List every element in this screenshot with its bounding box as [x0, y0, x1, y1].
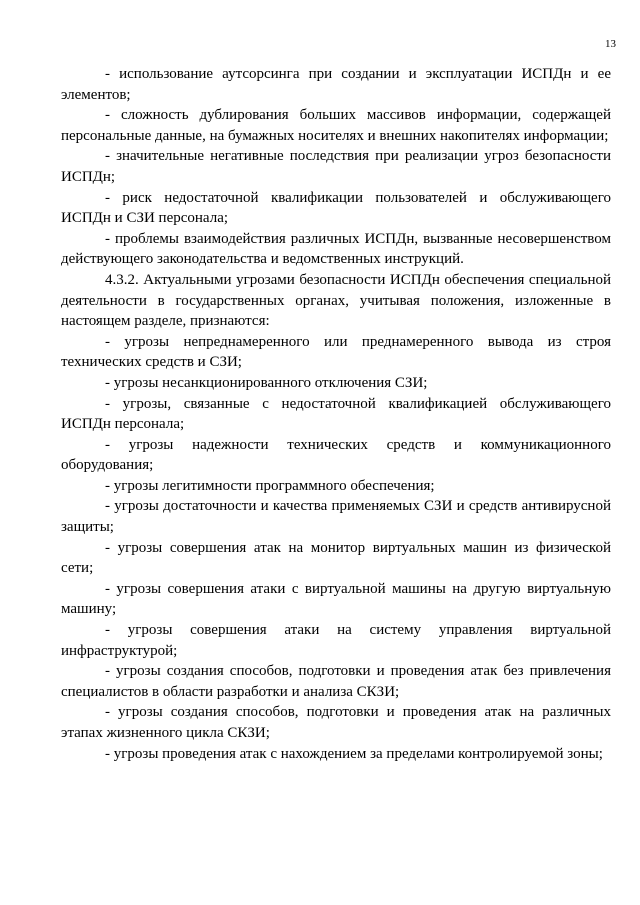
list-item: - угрозы совершения атак на монитор виртуальных машин из физической сети; — [61, 539, 611, 577]
body-text — [61, 64, 611, 764]
list-item: - угрозы несанкционированного отключения СЗИ; — [105, 374, 428, 391]
list-item: - угрозы проведения атак с нахождением за пределами контролируемой зоны; — [105, 745, 603, 762]
list-item: - риск недостаточной квалификации пользователей и обслуживающего ИСПДн и СЗИ персонала; — [61, 189, 611, 227]
list-item: - использование аутсорсинга при создании и эксплуатации ИСПДн и ее элементов; — [61, 66, 611, 103]
list-item: - угрозы, связанные с недостаточной квалификацией обслуживающего ИСПДн персонала; — [61, 395, 611, 433]
page-number: 13 — [605, 38, 616, 50]
list-item: - угрозы надежности технических средств и коммуникационного оборудования; — [61, 436, 611, 474]
list-item: - сложность дублирования больших массивов информации, содержащей персональные данные, на бумажных носителях и внешних накопителях информации; — [61, 107, 611, 144]
list-item: - значительные негативные последствия при реализации угроз безопасности ИСПДн; — [61, 148, 611, 185]
list-item: - угрозы достаточности и качества применяемых СЗИ и средств антивирусной защиты; — [61, 498, 611, 536]
list-item: - угрозы совершения атаки на систему управления виртуальной инфраструктурой; — [61, 622, 611, 659]
section-paragraph: 4.3.2. Актуальными угрозами безопасности ИСПДн обеспечения специальной деятельности в государственных органах, учитывая положения, изложенные в настоящем разделе, признаются: — [61, 271, 611, 330]
list-item: - угрозы создания способов, подготовки и проведения атак без привлечения специалистов в области разработки и анализа СКЗИ; — [61, 663, 611, 700]
list-item: - угрозы совершения атаки с виртуальной машины на другую виртуальную машину; — [61, 580, 611, 618]
list-item: - угрозы непреднамеренного или преднамеренного вывода из строя технических средств и СЗИ; — [61, 333, 611, 371]
list-item: - угрозы создания способов, подготовки и проведения атак на различных этапах жизненного цикла СКЗИ; — [61, 704, 611, 741]
list-item: - угрозы легитимности программного обеспечения; — [105, 477, 435, 494]
list-item: - проблемы взаимодействия различных ИСПДн, вызванные несовершенством действующего законодательства и ведомственных инструкций. — [61, 230, 611, 268]
